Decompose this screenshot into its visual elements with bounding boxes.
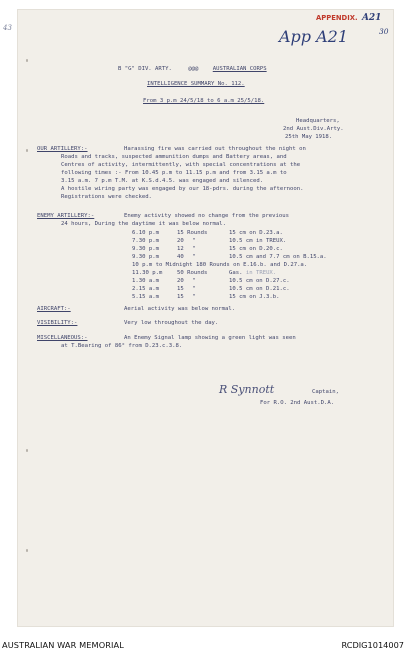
our-artillery-line: 3.15 a.m. 7 p.m T.M. at K.S.d.4.5. was engaged and silenced. <box>61 178 264 184</box>
corps-title: AUSTRALIAN CORPS <box>212 66 267 72</box>
handwritten-reference: App A21 <box>279 27 349 46</box>
our-artillery-label: OUR ARTILLERY:- <box>37 146 88 152</box>
table-row: 11.30 p.m <box>132 270 163 276</box>
table-row: 7.30 p.m <box>132 238 159 244</box>
enemy-artillery-label: ENEMY ARTILLERY:- <box>37 213 95 219</box>
signature-rank: Captain, <box>312 389 339 395</box>
table-row-desc: 10.5 cm in TREUX. <box>229 238 287 244</box>
table-row-desc: Gas. in TREUX. <box>229 270 277 276</box>
enemy-artillery-line: Enemy activity showed no change from the previous <box>124 213 290 219</box>
archive-name: AUSTRALIAN WAR MEMORIAL <box>2 640 124 650</box>
table-row-count: 20 " <box>177 238 196 244</box>
our-artillery-line: Roads and tracks, suspected ammunition dumps and Battery areas, and <box>61 154 287 160</box>
our-artillery-line: following times :- From 10.45 p.m to 11.15 p.m and from 3.15 a.m to <box>61 170 287 176</box>
enemy-artillery-line: 24 hours, During the daytime it was below normal. <box>61 221 227 227</box>
margin-mark: 43 <box>3 24 12 32</box>
aircraft-text: Aerial activity was below normal. <box>124 306 236 312</box>
appendix-label: APPENDIX. <box>316 14 358 22</box>
appendix-page-number: 30 <box>379 27 389 36</box>
table-row: 9.30 p.m <box>132 254 159 260</box>
appendix-number: A21 <box>361 13 382 23</box>
appendix-stamp <box>316 15 381 21</box>
miscellaneous-line: An Enemy Signal lamp showing a green light was seen <box>124 335 296 341</box>
archive-reference: RCDIG1014007 <box>341 640 404 650</box>
table-row-count: 15 Rounds <box>177 230 208 236</box>
table-row-count: 20 " <box>177 278 196 284</box>
header-line-1 <box>118 66 267 72</box>
signature: R Synnott <box>219 383 275 396</box>
aircraft-label: AIRCRAFT:- <box>37 306 71 312</box>
table-row-desc: 10.5 cm and 7.7 cm on B.15.a. <box>229 254 327 260</box>
table-row: 1.30 a.m <box>132 278 159 284</box>
signature-for-line: For R.O. 2nd Aust.D.A. <box>260 400 335 406</box>
table-row-count: 40 " <box>177 254 196 260</box>
header-separator: @@@ <box>188 66 199 72</box>
summary-period: From 3 p.m 24/5/18 to 6 a.m 25/5/18. <box>143 98 265 104</box>
table-row-count: 12 " <box>177 246 196 252</box>
table-row: 10 p.m to Midnight 180 Rounds on E.16.b. and D.27.a. <box>132 262 308 268</box>
punch-hole <box>26 149 28 152</box>
our-artillery-line: A hostile wiring party was engaged by our 18-pdrs. during the afternoon. <box>61 186 304 192</box>
our-artillery-line: Registrations were checked. <box>61 194 152 200</box>
our-artillery-line: Harassing fire was carried out throughout the night on <box>124 146 306 152</box>
table-row-desc: 15 cm on J.3.b. <box>229 294 280 300</box>
punch-hole <box>26 449 28 452</box>
hq-line-1: Headquarters, <box>296 118 340 124</box>
miscellaneous-label: MISCELLANEOUS:- <box>37 335 88 341</box>
visibility-label: VISIBILITY:- <box>37 320 78 326</box>
archive-footer <box>0 638 407 654</box>
punch-hole <box>26 59 28 62</box>
table-row: 9.30 p.m <box>132 246 159 252</box>
summary-title: INTELLIGENCE SUMMARY No. 112. <box>147 81 245 87</box>
table-row-count: 15 " <box>177 286 196 292</box>
division-title: B "G" DIV. ARTY. <box>118 66 172 72</box>
miscellaneous-line: at T.Bearing of 86° from D.23.c.3.8. <box>61 343 183 349</box>
table-row-count: 50 Rounds <box>177 270 208 276</box>
hq-line-2: 2nd Aust.Div.Arty. <box>283 126 344 132</box>
table-row: 5.15 a.m <box>132 294 159 300</box>
table-row-desc: 10.5 cm on D.21.c. <box>229 286 290 292</box>
table-row: 6.10 p.m <box>132 230 159 236</box>
table-row-desc: 10.5 cm on D.27.c. <box>229 278 290 284</box>
table-row: 2.15 a.m <box>132 286 159 292</box>
table-row-desc: 15 cm on D.20.c. <box>229 246 283 252</box>
visibility-text: Very low throughout the day. <box>124 320 219 326</box>
our-artillery-line: Centres of activity, intermittently, with special concentrations at the <box>61 162 301 168</box>
table-row-count: 15 " <box>177 294 196 300</box>
hq-date: 25th May 1918. <box>285 134 333 140</box>
table-row-desc: 15 cm on D.23.a. <box>229 230 283 236</box>
punch-hole <box>26 549 28 552</box>
